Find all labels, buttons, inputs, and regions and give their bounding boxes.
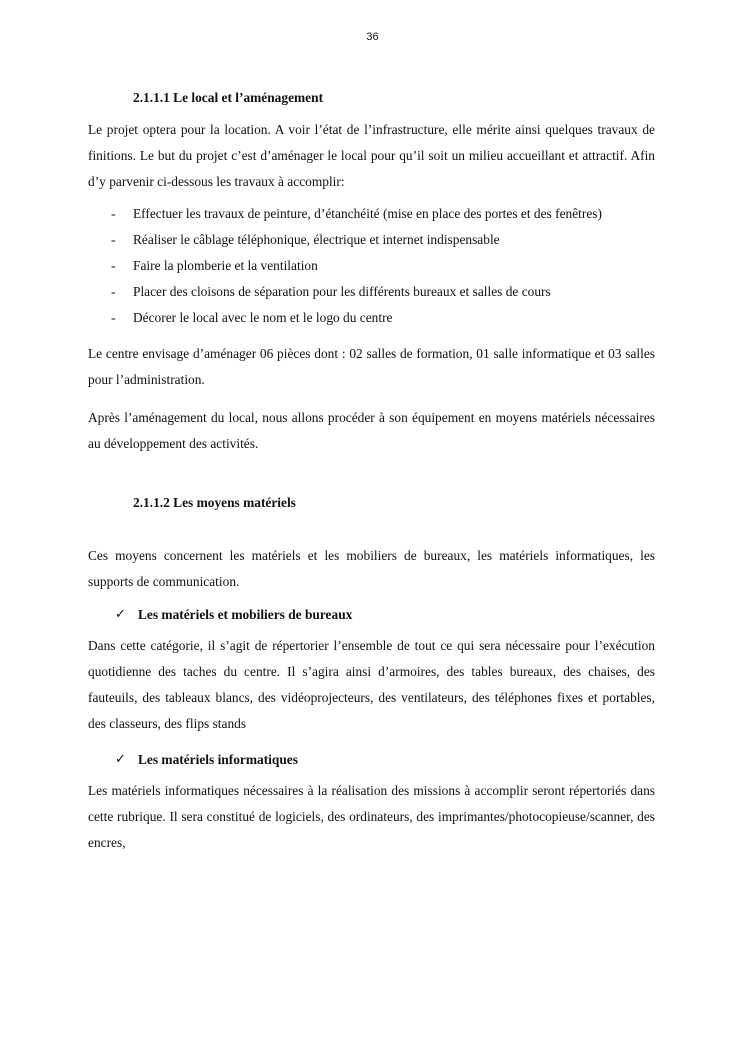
dash-marker: - [111,206,116,221]
dash-marker: - [111,310,116,325]
list-item-text: Effectuer les travaux de peinture, d’étanchéité (mise en place des portes et des fenêtres) [133,206,602,221]
list-item-text: Décorer le local avec le nom et le logo du centre [133,310,393,325]
subsection-title: Les matériels informatiques [138,752,298,767]
dash-marker: - [111,284,116,299]
rooms-paragraph: Le centre envisage d’aménager 06 pièces dont : 02 salles de formation, 01 salle informatique et 03 salles pour l’administration. [88,346,655,387]
informatique-paragraph: Les matériels informatiques nécessaires à la réalisation des missions à accomplir seront répertoriés dans cette rubrique. Il sera constitué de logiciels, des ordinateurs, des imprimantes/photocopieuse/scanner, des encres, [88,783,655,850]
subsection-title: Les matériels et mobiliers de bureaux [138,607,353,622]
list-item-text: Réaliser le câblage téléphonique, électrique et internet indispensable [133,232,500,247]
subsection-heading-mobiliers [88,605,655,625]
dash-marker: - [111,232,116,247]
page-content [88,88,655,856]
dash-marker: - [111,258,116,273]
mobiliers-paragraph: Dans cette catégorie, il s’agit de répertorier l’ensemble de tout ce qui sera nécessaire pour l’exécution quotidienne des taches du centre. Il s’agira ainsi d’armoires, des tables bureaux, des chaises, des fauteuils, des tableaux blancs, des vidéoprojecteurs, des ventilateurs, des téléphones fixes et portables, des classeurs, des flips stands [88,638,655,731]
works-list [88,201,655,331]
checkmark-icon: ✓ [115,607,126,622]
section-heading-local: 2.1.1.1 Le local et l’aménagement [133,90,324,105]
moyens-intro-paragraph: Ces moyens concernent les matériels et les mobiliers de bureaux, les matériels informatiques, les supports de communication. [88,548,655,589]
intro-paragraph: Le projet optera pour la location. A voir l’état de l’infrastructure, elle mérite ainsi quelques travaux de finitions. Le but du projet c’est d’aménager le local pour qu’il soit un milieu accueillant et attractif. Afin d’y parvenir ci-dessous les travaux à accomplir: [88,122,655,189]
list-item-text: Faire la plomberie et la ventilation [133,258,318,273]
list-item [88,279,655,305]
page-number: 36 [366,31,379,43]
equipment-paragraph: Après l’aménagement du local, nous allons procéder à son équipement en moyens matériels nécessaires au développement des activités. [88,410,655,451]
section-heading-moyens: 2.1.1.2 Les moyens matériels [133,495,296,510]
list-item [88,253,655,279]
list-item [88,305,655,331]
checkmark-icon: ✓ [115,752,126,767]
list-item-text: Placer des cloisons de séparation pour les différents bureaux et salles de cours [133,284,551,299]
subsection-heading-informatique [88,750,655,770]
list-item [88,201,655,227]
list-item [88,227,655,253]
